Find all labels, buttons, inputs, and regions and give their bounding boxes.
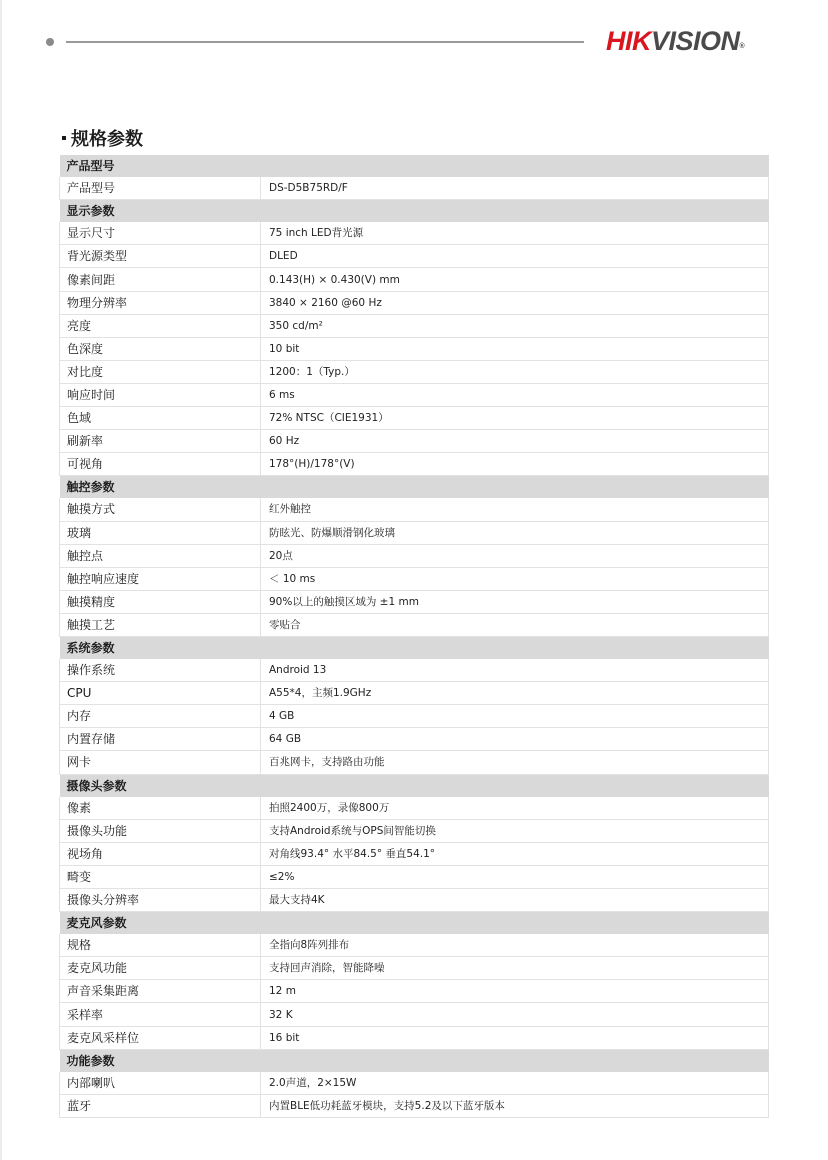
spec-label: 触摸精度 <box>60 590 261 613</box>
spec-value: 350 cd/m² <box>261 314 769 337</box>
spec-label: 刷新率 <box>60 430 261 453</box>
spec-label: 内部喇叭 <box>60 1072 261 1095</box>
spec-label: 像素间距 <box>60 268 261 291</box>
spec-label: 触摸方式 <box>60 498 261 521</box>
spec-row <box>60 360 769 383</box>
spec-label: 摄像头功能 <box>60 819 261 842</box>
spec-value: 4 GB <box>261 705 769 728</box>
group-title: 麦克风参数 <box>60 912 769 935</box>
spec-value: 16 bit <box>261 1026 769 1049</box>
spec-value: 64 GB <box>261 728 769 751</box>
title-bullet-icon <box>62 136 66 140</box>
spec-table <box>59 154 769 1118</box>
spec-row <box>60 383 769 406</box>
spec-label: 触控响应速度 <box>60 567 261 590</box>
hikvision-logo: HIKVISION® <box>606 26 745 56</box>
spec-row <box>60 337 769 360</box>
spec-row <box>60 751 769 774</box>
spec-value: 拍照2400万，录像800万 <box>261 797 769 820</box>
spec-label: 响应时间 <box>60 383 261 406</box>
spec-row <box>60 1072 769 1095</box>
spec-value: 3840 × 2160 @60 Hz <box>261 291 769 314</box>
header-dot <box>46 38 54 46</box>
spec-label: 操作系统 <box>60 659 261 682</box>
spec-row <box>60 498 769 521</box>
spec-row <box>60 659 769 682</box>
spec-label: 产品型号 <box>60 177 261 200</box>
spec-value: 6 ms <box>261 383 769 406</box>
page-edge <box>0 0 2 1160</box>
spec-row <box>60 797 769 820</box>
spec-row <box>60 842 769 865</box>
spec-value: 支持Android系统与OPS间智能切换 <box>261 819 769 842</box>
spec-row <box>60 980 769 1003</box>
spec-value: ＜ 10 ms <box>261 567 769 590</box>
spec-value: 内置BLE低功耗蓝牙模块，支持5.2及以下蓝牙版本 <box>261 1094 769 1117</box>
spec-row <box>60 453 769 476</box>
spec-value: 对角线93.4° 水平84.5° 垂直54.1° <box>261 842 769 865</box>
spec-value: 178°(H)/178°(V) <box>261 453 769 476</box>
spec-row <box>60 177 769 200</box>
spec-label: 采样率 <box>60 1003 261 1026</box>
spec-row <box>60 1003 769 1026</box>
spec-label: 亮度 <box>60 314 261 337</box>
spec-value: 百兆网卡，支持路由功能 <box>261 751 769 774</box>
spec-label: 背光源类型 <box>60 245 261 268</box>
group-header <box>60 155 769 178</box>
spec-value: 最大支持4K <box>261 889 769 912</box>
page-title: 规格参数 <box>62 127 143 153</box>
group-title: 触控参数 <box>60 476 769 499</box>
spec-value: 90%以上的触摸区域为 ±1 mm <box>261 590 769 613</box>
spec-row <box>60 222 769 245</box>
spec-row <box>60 819 769 842</box>
spec-label: 麦克风功能 <box>60 957 261 980</box>
spec-row <box>60 613 769 636</box>
spec-value: DLED <box>261 245 769 268</box>
spec-row <box>60 1094 769 1117</box>
spec-label: 可视角 <box>60 453 261 476</box>
group-header <box>60 774 769 797</box>
spec-label: 触摸工艺 <box>60 613 261 636</box>
spec-label: 内存 <box>60 705 261 728</box>
spec-label: 视场角 <box>60 842 261 865</box>
spec-label: CPU <box>60 682 261 705</box>
spec-label: 触控点 <box>60 544 261 567</box>
spec-row <box>60 567 769 590</box>
spec-label: 显示尺寸 <box>60 222 261 245</box>
group-header <box>60 476 769 499</box>
group-header <box>60 1049 769 1072</box>
spec-row <box>60 705 769 728</box>
group-title: 显示参数 <box>60 200 769 223</box>
spec-value: 2.0声道，2×15W <box>261 1072 769 1095</box>
spec-value: 20点 <box>261 544 769 567</box>
spec-label: 像素 <box>60 797 261 820</box>
spec-value: A55*4，主频1.9GHz <box>261 682 769 705</box>
spec-row <box>60 245 769 268</box>
spec-value: 10 bit <box>261 337 769 360</box>
spec-row <box>60 889 769 912</box>
spec-row <box>60 521 769 544</box>
spec-label: 畸变 <box>60 865 261 888</box>
spec-value: 12 m <box>261 980 769 1003</box>
group-header <box>60 636 769 659</box>
spec-value: 防眩光、防爆顺滑钢化玻璃 <box>261 521 769 544</box>
spec-row <box>60 728 769 751</box>
group-title: 系统参数 <box>60 636 769 659</box>
spec-label: 麦克风采样位 <box>60 1026 261 1049</box>
spec-row <box>60 1026 769 1049</box>
spec-value: 红外触控 <box>261 498 769 521</box>
spec-value: ≤2% <box>261 865 769 888</box>
group-title: 功能参数 <box>60 1049 769 1072</box>
spec-value: 1200：1（Typ.） <box>261 360 769 383</box>
spec-label: 蓝牙 <box>60 1094 261 1117</box>
spec-value: Android 13 <box>261 659 769 682</box>
spec-row <box>60 291 769 314</box>
group-title: 产品型号 <box>60 155 769 178</box>
spec-label: 物理分辨率 <box>60 291 261 314</box>
spec-label: 玻璃 <box>60 521 261 544</box>
spec-label: 规格 <box>60 934 261 957</box>
spec-row <box>60 268 769 291</box>
group-title: 摄像头参数 <box>60 774 769 797</box>
spec-value: 零贴合 <box>261 613 769 636</box>
group-header <box>60 200 769 223</box>
spec-row <box>60 314 769 337</box>
spec-label: 对比度 <box>60 360 261 383</box>
spec-row <box>60 407 769 430</box>
spec-label: 声音采集距离 <box>60 980 261 1003</box>
spec-row <box>60 865 769 888</box>
spec-row <box>60 544 769 567</box>
spec-value: 32 K <box>261 1003 769 1026</box>
spec-row <box>60 590 769 613</box>
spec-label: 色域 <box>60 407 261 430</box>
group-header <box>60 912 769 935</box>
spec-label: 摄像头分辨率 <box>60 889 261 912</box>
spec-value: 60 Hz <box>261 430 769 453</box>
spec-value: 支持回声消除，智能降噪 <box>261 957 769 980</box>
spec-label: 内置存储 <box>60 728 261 751</box>
spec-label: 色深度 <box>60 337 261 360</box>
spec-value: 72% NTSC（CIE1931） <box>261 407 769 430</box>
spec-value: DS-D5B75RD/F <box>261 177 769 200</box>
spec-value: 75 inch LED背光源 <box>261 222 769 245</box>
header-rule <box>66 41 584 43</box>
spec-value: 全指向8阵列排布 <box>261 934 769 957</box>
spec-row <box>60 682 769 705</box>
spec-row <box>60 957 769 980</box>
spec-label: 网卡 <box>60 751 261 774</box>
spec-row <box>60 934 769 957</box>
spec-value: 0.143(H) × 0.430(V) mm <box>261 268 769 291</box>
spec-row <box>60 430 769 453</box>
